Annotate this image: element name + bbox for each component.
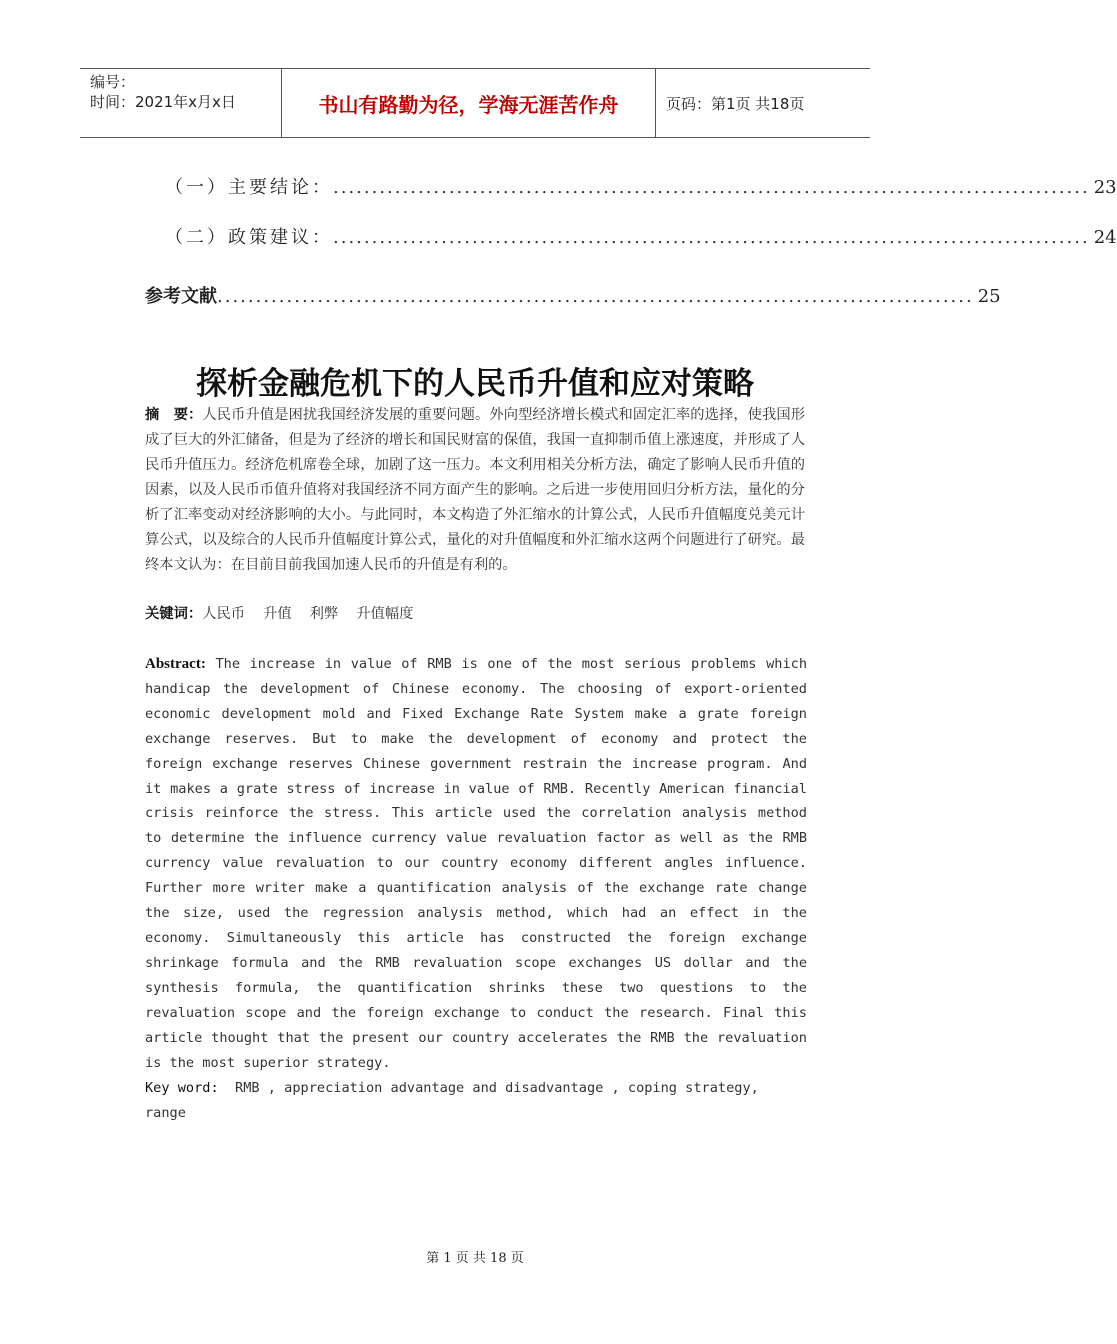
- paper-title: 探析金融危机下的人民币升值和应对策略: [196, 366, 754, 402]
- page-label: 页码：第1页 共18页: [666, 95, 805, 113]
- motto: 书山有路勤为径，学海无涯苦作舟: [318, 93, 619, 117]
- serial-label: 编号：: [90, 73, 136, 91]
- header-motto-cell: [281, 69, 656, 137]
- abstract-cn-text: 人民币升值是困扰我国经济发展的重要问题。外向型经济增长模式和固定汇率的选择，使我国形成了巨大的外汇储备，但是为了经济的增长和国民财富的保值，我国一直抑制币值上涨速度，并形成了人民币升值压力。经济危机席卷全球，加剧了这一压力。本文利用相关分析方法，确定了影响人民币升值的因素，以及人民币币值升值将对我国经济不同方面产生的影响。之后进一步使用回归分析方法，量化的分析了汇率变动对经济影响的大小。与此同时，本文构造了外汇缩水的计算公式，人民币升值幅度兑美元计算公式，以及综合的人民币升值幅度计算公式，量化的对升值幅度和外汇缩水这两个问题进行了研究。最终本文认为：在目前目前我国加速人民币的升值是有利的。: [145, 407, 806, 573]
- abstract-en-text: The increase in value of RMB is one of the most serious problems which handicap the development of Chinese economy. The choosing of export-oriented economic development mold and Fixed Exchange Rate System make a grate foreign exchange reserves. But to make the development of economy and protect the foreign exchange reserves Chinese government restrain the increase program. And it makes a grate stress of increase in value of RMB. Recently American financial crisis reinforce the stress. This article used the correlation analysis method to determine the influence currency value revaluation factor as well as the RMB currency value revaluation to our country economy different angles influence. Further more writer make a quantification analysis of the exchange rate change the size, used the regression analysis method, which had an effect in the economy. Simultaneously this article has constructed the foreign exchange shrinkage formula and the RMB revaluation scope exchanges US dollar and the synthesis formula, the quantification shrinks these two questions to the revaluation scope and the foreign exchange to conduct the research. Final this article thought that the present our country accelerates the RMB the revaluation is the most superior strategy.: [145, 656, 808, 1071]
- chinese-abstract: [145, 403, 805, 578]
- toc-leader-dots: ..................................................................................................: [333, 227, 1090, 248]
- toc-entry-references[interactable]: [145, 282, 1001, 308]
- toc-entry-suggestions[interactable]: [145, 223, 1117, 249]
- keyword-term: 升值幅度: [356, 606, 414, 622]
- keyword-term: 人民币: [202, 606, 246, 622]
- time-label: 时间：2021年x月x日: [90, 93, 236, 111]
- page-footer: 第 1 页 共 18 页: [426, 1251, 524, 1266]
- english-keywords: [145, 1076, 785, 1126]
- chinese-keywords: [145, 602, 805, 627]
- header-info-cell: [80, 69, 281, 137]
- keywords-en-label: Key word:: [145, 1080, 219, 1096]
- toc-entry-conclusions[interactable]: [145, 173, 1117, 199]
- header-page-cell: [656, 69, 870, 137]
- toc-entry-page: 24: [1093, 227, 1117, 248]
- toc-leader-dots: ..................................................................................................: [217, 286, 974, 307]
- keywords-en-text: RMB , appreciation advantage and disadvantage , coping strategy, range: [145, 1080, 759, 1121]
- document-header: [80, 68, 870, 138]
- toc-entry-page: 25: [977, 286, 1001, 307]
- toc-entry-label: 参考文献: [145, 286, 217, 307]
- abstract-cn-label: 摘 要：: [145, 407, 203, 423]
- english-abstract: [145, 652, 807, 1075]
- keyword-term: 升值: [263, 606, 292, 622]
- toc-leader-dots: ..................................................................................................: [333, 177, 1090, 198]
- keyword-term: 利弊: [309, 606, 339, 622]
- toc-entry-label: （一）主要结论：: [165, 177, 333, 198]
- toc-entry-label: （二）政策建议：: [165, 227, 333, 248]
- abstract-en-label: Abstract:: [145, 656, 206, 672]
- toc-entry-page: 23: [1093, 177, 1117, 198]
- keywords-cn-label: 关键词：: [145, 606, 203, 622]
